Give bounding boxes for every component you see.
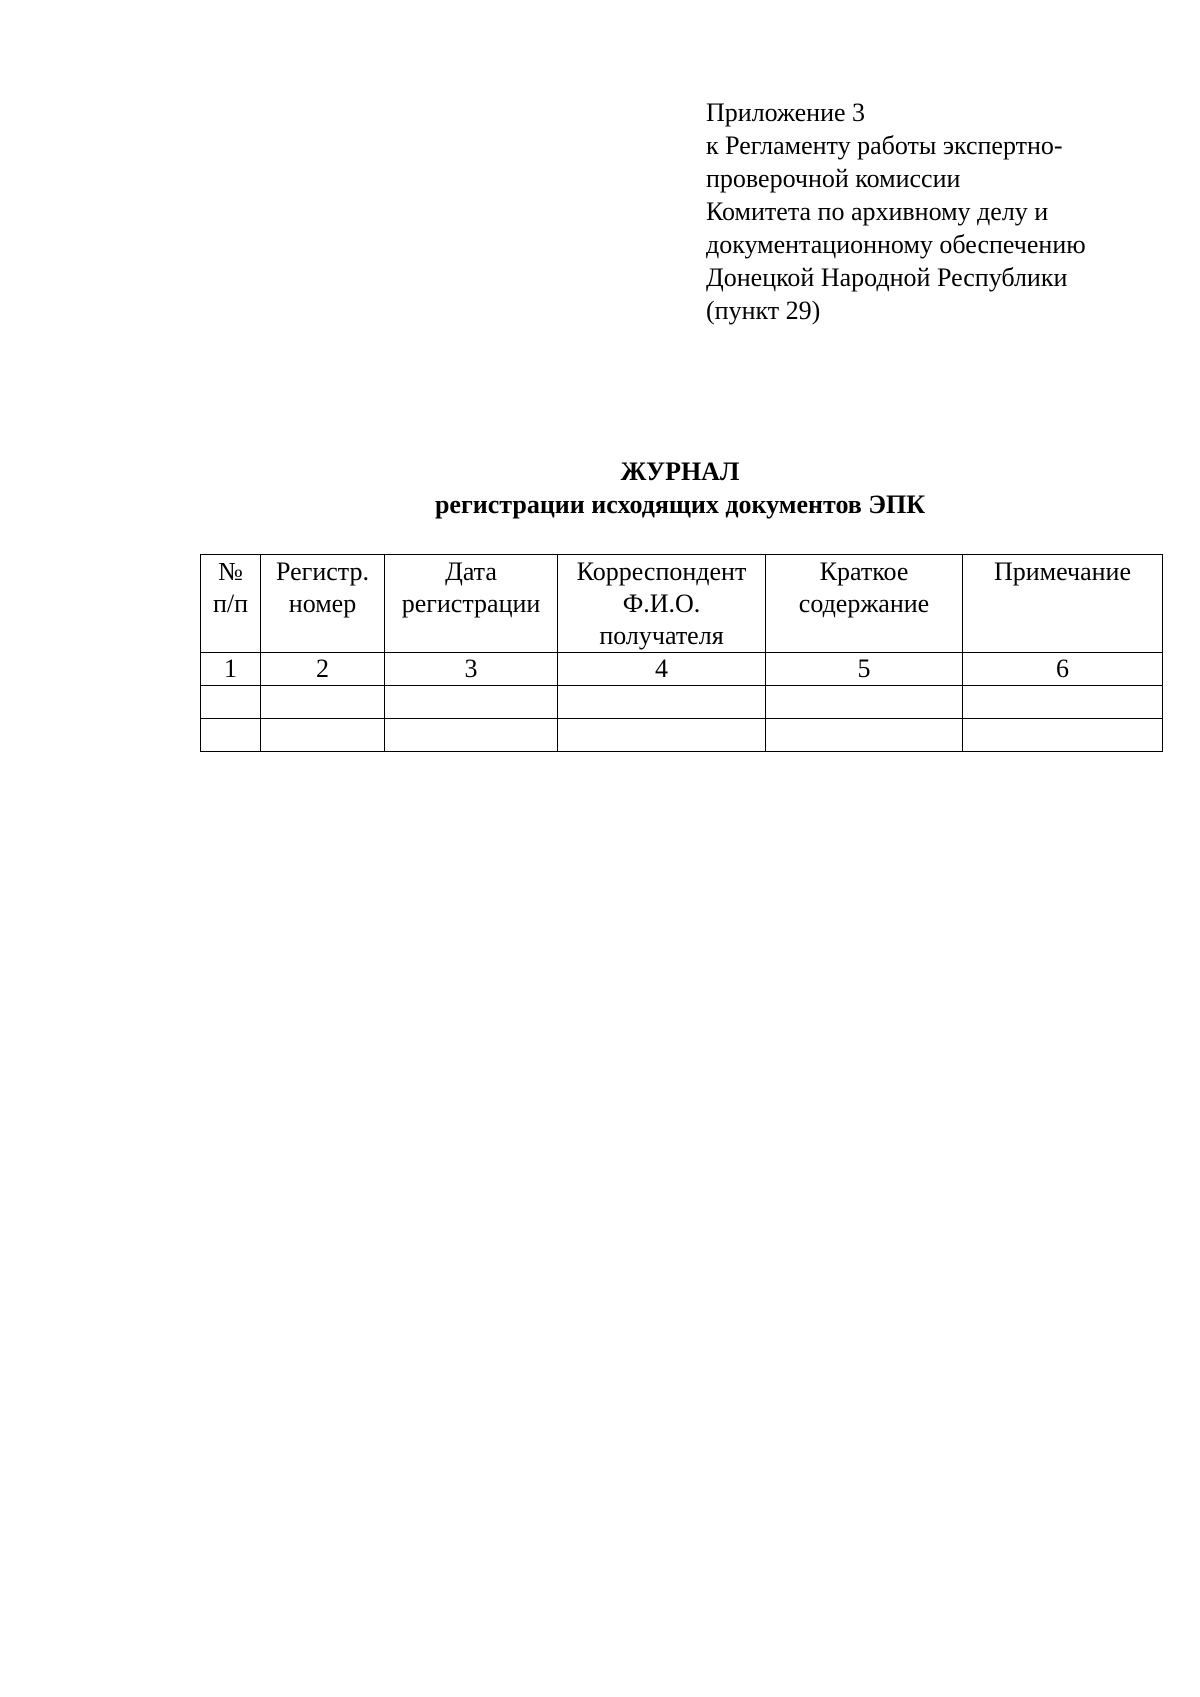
header-text: Краткое <box>819 557 909 586</box>
appendix-line: Приложение 3 <box>706 98 866 127</box>
header-cell-correspondent <box>558 555 766 653</box>
empty-cell <box>963 686 1163 719</box>
column-number-cell: 3 <box>385 653 558 686</box>
header-text: получателя <box>599 621 724 650</box>
appendix-line: проверочной комиссии <box>706 164 961 193</box>
header-text: содержание <box>798 589 930 618</box>
title-subtitle: регистрации исходящих документов ЭПК <box>434 490 926 519</box>
header-text: регистрации <box>401 589 541 618</box>
empty-cell <box>201 719 261 752</box>
header-cell-reg-date <box>385 555 558 653</box>
appendix-line: документационному обеспечению <box>706 230 1086 259</box>
empty-cell <box>766 719 963 752</box>
header-text: п/п <box>212 589 249 618</box>
empty-cell <box>261 719 385 752</box>
empty-cell <box>558 719 766 752</box>
header-cell-number <box>201 555 261 653</box>
empty-cell <box>385 686 558 719</box>
column-number-cell: 6 <box>963 653 1163 686</box>
column-number-cell: 2 <box>261 653 385 686</box>
journal-table <box>200 554 1163 752</box>
empty-cell <box>385 719 558 752</box>
header-text: Ф.И.О. <box>622 589 701 618</box>
empty-cell <box>766 686 963 719</box>
appendix-line: Донецкой Народной Республики <box>706 263 1068 292</box>
appendix-line: Комитета по архивному делу и <box>706 197 1049 226</box>
appendix-line: (пункт 29) <box>706 296 821 325</box>
header-text: Регистр. <box>276 557 369 586</box>
header-text: Дата <box>445 557 497 586</box>
title-main: ЖУРНАЛ <box>620 457 740 486</box>
appendix-line: к Регламенту работы экспертно- <box>706 131 1063 160</box>
header-text: Примечание <box>993 557 1132 586</box>
column-number-cell: 1 <box>201 653 261 686</box>
header-cell-reg-number <box>261 555 385 653</box>
empty-cell <box>963 719 1163 752</box>
table-row <box>201 686 1163 719</box>
header-text: № <box>218 557 243 586</box>
empty-cell <box>558 686 766 719</box>
column-number-row <box>201 653 1163 686</box>
header-text: Корреспондент <box>576 557 747 586</box>
header-text: номер <box>288 589 357 618</box>
table-row <box>201 719 1163 752</box>
header-cell-summary <box>766 555 963 653</box>
appendix-note <box>706 96 1166 327</box>
table-header-row <box>201 555 1163 653</box>
column-number-cell: 4 <box>558 653 766 686</box>
document-title <box>200 455 1160 521</box>
column-number-cell: 5 <box>766 653 963 686</box>
empty-cell <box>261 686 385 719</box>
header-cell-note <box>963 555 1163 653</box>
empty-cell <box>201 686 261 719</box>
